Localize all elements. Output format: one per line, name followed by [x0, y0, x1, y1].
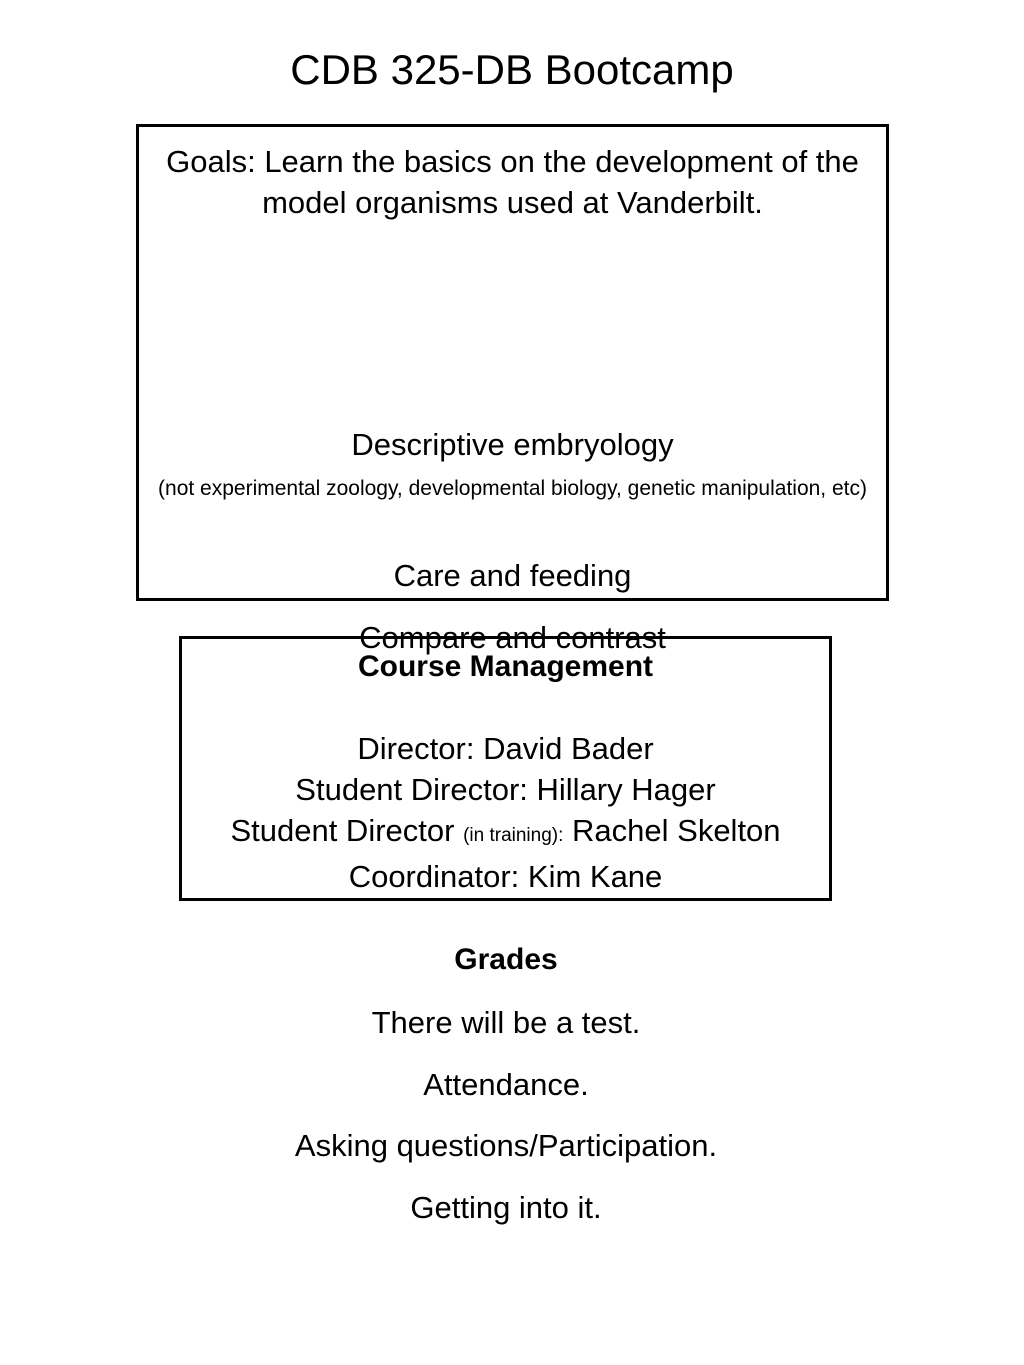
compare-and-contrast: Compare and contrast — [359, 620, 666, 655]
course-management-box — [179, 636, 832, 901]
director-line: Director: David Bader — [357, 731, 654, 766]
grades-item-test: There will be a test. — [371, 1005, 641, 1040]
goals-box — [136, 124, 889, 655]
student-director-training-line — [182, 810, 829, 856]
page-title: CDB 325-DB Bootcamp — [290, 46, 734, 93]
goals-statement: Goals: Learn the basics on the development of the model organisms used at Vanderbilt. — [166, 144, 859, 220]
grades-item-engagement: Getting into it. — [410, 1190, 602, 1225]
course-management-heading: Course Management — [357, 650, 654, 683]
training-name: Rachel Skelton — [572, 813, 781, 848]
grades-item-attendance: Attendance. — [423, 1067, 589, 1102]
descriptive-embryology-note: (not experimental zoology, developmental biology, genetic manipulation, etc) — [158, 477, 867, 500]
grades-heading: Grades — [454, 943, 558, 976]
grades-item-participation: Asking questions/Participation. — [294, 1128, 718, 1163]
coordinator-line: Coordinator: Kim Kane — [348, 859, 663, 894]
care-and-feeding: Care and feeding — [393, 558, 632, 593]
student-director-line: Student Director: Hillary Hager — [295, 772, 716, 807]
training-note: (in training): — [463, 825, 564, 846]
training-prefix: Student Director — [230, 813, 455, 848]
descriptive-embryology-heading: Descriptive embryology — [351, 427, 674, 462]
course-management-list — [182, 728, 829, 897]
